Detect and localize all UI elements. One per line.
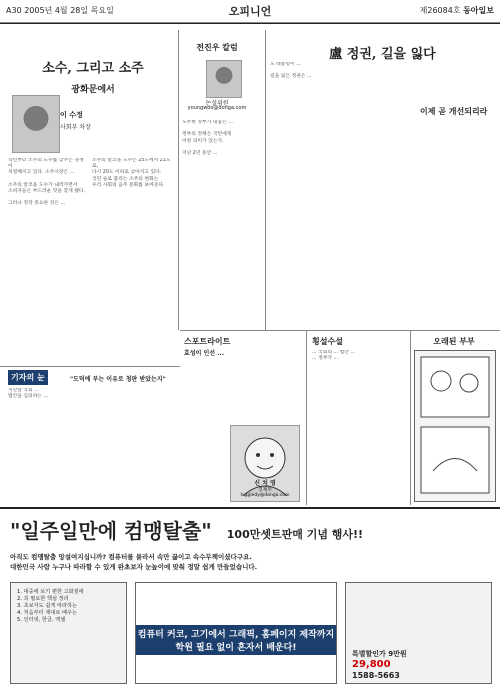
column-b-title: 전진우 칼럼 [196, 43, 238, 52]
oneline-caption: 신 치 영 [254, 480, 276, 487]
reporter-headline: "도덕에 부는 이유로 청판 받았는지" [70, 376, 166, 383]
col-divider-4 [410, 330, 411, 505]
column-b-body: 노무현 정부가 내놓은 ... 정부의 정책은 국민에게 어떤 의미가 있는가. 지난 2년 동안 ... [182, 120, 233, 157]
side-box-body: ... 국회의 ... 법안 ... ... 정부가 ... [312, 350, 355, 362]
cartoon-label: 오래된 부부 [433, 337, 475, 346]
section-title: 오피니언 [228, 5, 272, 18]
ad-price: 29,800 [352, 659, 391, 670]
ad-sub-2: 대한민국 사람 누구나 따라할 수 있게 완초보자 눈높이에 맞춰 정말 쉽게 만들었습니다. [10, 563, 258, 571]
column-b-email: youngwoo@donga.com [187, 105, 247, 111]
column-a-body: 작년부터 소주의 도수를 낮추는 경쟁이 치열해지고 있다. 소주시장은 ... 소주의 알코올 도수가 내려가면서 소비자들은 부드러운 맛을 찾게 됐다. 그러나 정작 중요한 것은 ... [8, 158, 86, 207]
page-number-date: A30 2005년 4월 28일 목요일 [6, 6, 114, 15]
author-caption: 이 수정 [60, 111, 83, 119]
col-divider-3 [306, 330, 307, 505]
row-divider-2 [0, 366, 180, 367]
author-role: 사회부 차장 [60, 124, 91, 131]
column-a-title: 소수, 그리고 소주 [42, 61, 144, 76]
column-a-kicker: 광화문에서 [71, 85, 115, 95]
ad-sub-row [0, 552, 500, 578]
ad-left-list: 1. 대중에 보기 편한 고화질에 2. 꼭 필요한 핵심 정리 3. 초보자도 쉽게 따라하는 4. 처음부터 제대로 배우는 5. 인터넷, 한글, 엑셀 [17, 589, 84, 623]
column-c-title: 盧 정권, 길을 잃다 [329, 47, 436, 62]
ad-headline-row [10, 515, 490, 549]
brand: 제26084호 동아일보 [419, 6, 494, 15]
col-divider-2 [265, 30, 266, 330]
column-b-photo [206, 60, 242, 98]
column-c-body: 노 대통령이 ... 길을 잃은 정권은 ... [270, 62, 312, 80]
ad-tagline-bar: 컴퓨터 커코, 고기에서 그래픽, 홈페이지 제작까지 학원 필요 없이 혼자서 배운다! [136, 625, 336, 655]
cartoon-drawing-icon [415, 351, 495, 501]
oneline-headline: 효성이 인선 ... [184, 350, 224, 357]
ad-tagline: 100만셋트판매 기념 행사!! [226, 528, 364, 541]
row-divider-1 [180, 330, 500, 331]
oneline-email: higgledy@donga.com [240, 493, 290, 498]
col-divider-1 [178, 30, 179, 330]
ad-headline: "일주일만에 컴맹탈출" [10, 519, 212, 543]
column-a-body-2: 소주의 알코올 도수는 25도에서 21도로, 다시 20도 이하로 낮아지고 있다. 국민 술로 불리는 소주의 변화는 우리 사회의 음주 문화를 보여준다. [92, 158, 171, 188]
ad-sub-1: 아직도 컴맹탈출 망설여지십니까? 컴퓨터를 몰라서 속만 끓이고 속수무책이셨다구요. [10, 553, 252, 561]
header-rule [0, 22, 500, 23]
reporter-label: 기자의 눈 [8, 370, 48, 385]
column-c-subtitle: 이제 곧 개선되리라 [420, 107, 488, 116]
ad-phone: 1588-5663 [352, 671, 400, 680]
side-box-label: 횡설수설 [312, 337, 343, 346]
ad-center-box [135, 582, 337, 684]
oneline-role: 경제부 [257, 487, 273, 493]
ad-left-box [10, 582, 127, 684]
oneline-label: 스포트라이트 [184, 337, 231, 346]
reporter-body: 지난달 국회 ... 법안을 심의하는 ... [8, 388, 49, 400]
ad-detail-row [0, 582, 500, 691]
ad-price-label: 특별할인가 9만원 [352, 650, 407, 658]
column-c-body-2 [270, 118, 495, 313]
ad-right-box [345, 582, 492, 684]
author-photo [12, 95, 60, 153]
column-b-author: 논설위원 [205, 100, 229, 107]
cartoon-panel [414, 350, 496, 502]
